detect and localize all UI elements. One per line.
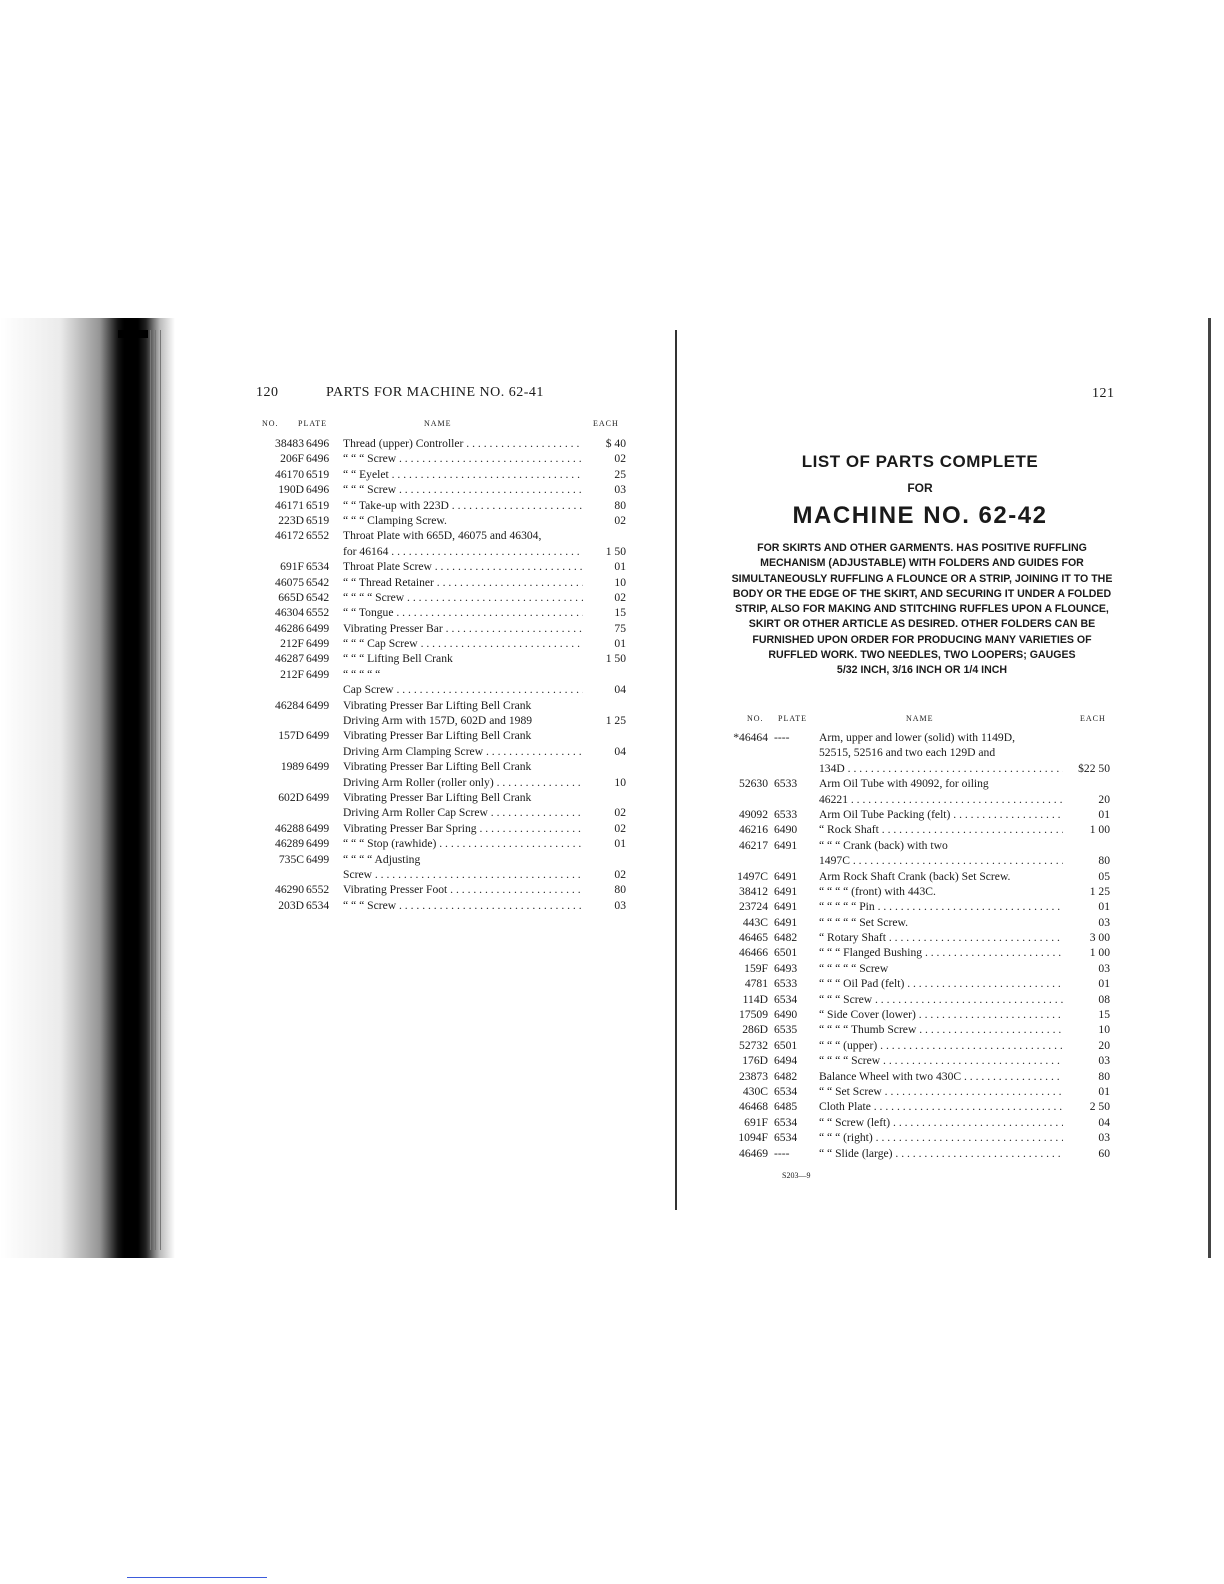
table-row (724, 1022, 1110, 1037)
table-row (724, 776, 1110, 791)
part-price: 15 (1098, 1008, 1110, 1022)
table-row (724, 930, 1110, 945)
plate-number: 6542 (306, 575, 330, 589)
part-number: 443C (742, 915, 768, 929)
parts-table-left (254, 436, 626, 913)
table-row (724, 1130, 1110, 1145)
part-name: Vibrating Presser Bar . . . (343, 621, 583, 636)
part-number: 430C (742, 1084, 768, 1098)
table-row (724, 792, 1110, 807)
table-row (254, 451, 626, 466)
parts-table-right (724, 730, 1110, 1161)
part-number: 52732 (739, 1038, 768, 1052)
table-row (254, 852, 626, 867)
table-row (724, 822, 1110, 837)
part-price: 10 (614, 575, 626, 589)
part-name: “ “ “ (right) . . . (819, 1130, 1063, 1145)
part-number: 38412 (739, 884, 768, 898)
part-price: 15 (614, 606, 626, 620)
part-name: Thread (upper) Controller . . . (343, 436, 583, 451)
part-name: “ “ “ “ Screw . . . (819, 1053, 1063, 1068)
part-name: Driving Arm with 157D, 602D and 1989 (343, 714, 533, 728)
table-row (724, 807, 1110, 822)
table-row (254, 698, 626, 713)
plate-number: 6519 (306, 498, 330, 512)
part-name: “ “ “ “ Thumb Screw . . . (819, 1022, 1063, 1037)
part-price: 80 (1098, 854, 1110, 868)
part-number: 1989 (280, 760, 304, 774)
table-row (254, 759, 626, 774)
part-name: Arm Oil Tube with 49092, for oiling (819, 777, 989, 791)
part-price: 80 (614, 883, 626, 897)
list-title-for: FOR (907, 481, 933, 495)
part-name: “ “ Set Screw . . . (819, 1084, 1063, 1099)
part-number: 46284 (275, 698, 304, 712)
page-edge-line (150, 330, 151, 1250)
page-edge-line (160, 330, 161, 1250)
part-number: 46466 (739, 946, 768, 960)
table-row (254, 528, 626, 543)
part-price: 1 00 (1089, 946, 1110, 960)
part-number: 52630 (739, 777, 768, 791)
table-row (724, 915, 1110, 930)
folio-code: S203—9 (782, 1171, 811, 1180)
table-row (254, 882, 626, 897)
center-gutter (675, 330, 677, 1210)
plate-number: 6519 (306, 513, 330, 527)
part-name: “ “ “ Screw . . . (343, 451, 583, 466)
page-edge-line (155, 330, 156, 1250)
part-price: 2 50 (1089, 1100, 1110, 1114)
part-number: 46304 (275, 606, 304, 620)
table-row (254, 790, 626, 805)
part-name: 46221 . . . (819, 792, 1063, 807)
part-price: 02 (614, 821, 626, 835)
table-row (724, 869, 1110, 884)
part-name: Arm Oil Tube Packing (felt) . . . (819, 807, 1063, 822)
table-row (724, 745, 1110, 760)
plate-number: 6552 (306, 606, 330, 620)
plate-number: 6499 (306, 760, 330, 774)
part-price: 03 (1098, 961, 1110, 975)
table-row (724, 838, 1110, 853)
plate-number: 6491 (774, 869, 798, 883)
plate-number: 6535 (774, 1023, 798, 1037)
plate-number: 6491 (774, 900, 798, 914)
part-price: 03 (614, 898, 626, 912)
table-row (254, 498, 626, 513)
plate-number: 6496 (306, 452, 330, 466)
part-price: 1 25 (1089, 884, 1110, 898)
table-row (724, 1038, 1110, 1053)
table-row (254, 636, 626, 651)
part-name: 134D . . . (819, 761, 1063, 776)
part-number: 206F (280, 452, 304, 466)
part-price: 01 (1098, 977, 1110, 991)
part-price: 01 (1098, 1084, 1110, 1098)
part-number: 176D (742, 1054, 768, 1068)
part-name: “ “ “ Clamping Screw. (343, 513, 447, 527)
plate-number: 6496 (306, 437, 330, 450)
part-name: “ “ Tongue . . . (343, 605, 583, 620)
page-number: 120 (256, 385, 279, 400)
part-price: 1 50 (605, 652, 626, 666)
plate-number: 6552 (306, 529, 330, 543)
part-price: 08 (1098, 992, 1110, 1006)
part-number: 46290 (275, 883, 304, 897)
plate-number: 6499 (306, 698, 330, 712)
part-number: 286D (742, 1023, 768, 1037)
part-name: “ “ “ Crank (back) with two (819, 838, 948, 852)
table-row (254, 728, 626, 743)
part-price: 20 (1098, 792, 1110, 806)
plate-number: 6501 (774, 1038, 798, 1052)
plate-number: 6491 (774, 838, 798, 852)
table-row (724, 945, 1110, 960)
part-number: 735C (278, 852, 304, 866)
part-name: “ “ Eyelet . . . (343, 467, 583, 482)
plate-number: 6534 (774, 1084, 798, 1098)
table-row (724, 1084, 1110, 1099)
book-binding-edge (118, 330, 148, 338)
plate-number: 6491 (774, 915, 798, 929)
table-row (254, 821, 626, 836)
part-name: “ “ “ Screw . . . (343, 898, 583, 913)
part-name: “ “ “ Screw . . . (343, 482, 583, 497)
part-number: 46469 (739, 1146, 768, 1160)
table-row (724, 761, 1110, 776)
part-name: 1497C . . . (819, 853, 1063, 868)
table-row (724, 730, 1110, 745)
col-header-each: EACH (593, 419, 619, 428)
part-price: 1 00 (1089, 823, 1110, 837)
part-price: 02 (614, 590, 626, 604)
part-number: 203D (278, 898, 304, 912)
part-number: 46289 (275, 837, 304, 851)
part-number: 4781 (744, 977, 768, 991)
part-number: 602D (278, 790, 304, 804)
part-name: “ “ “ (upper) . . . (819, 1038, 1063, 1053)
part-name: Arm, upper and lower (solid) with 1149D, (819, 731, 1015, 744)
part-price: 20 (1098, 1038, 1110, 1052)
part-price: 04 (1098, 1115, 1110, 1129)
plate-number: 6490 (774, 823, 798, 837)
part-price: 10 (1098, 1023, 1110, 1037)
part-number: 1497C (737, 869, 768, 883)
table-row (254, 836, 626, 851)
part-name: Balance Wheel with two 430C . . . (819, 1069, 1063, 1084)
part-number: 46216 (739, 823, 768, 837)
part-number: 223D (278, 513, 304, 527)
table-row (254, 590, 626, 605)
part-number: 46465 (739, 931, 768, 945)
plate-number: ---- (774, 731, 790, 744)
running-head: PARTS FOR MACHINE NO. 62-41 (326, 385, 544, 400)
part-price: 04 (614, 683, 626, 697)
part-price: 01 (614, 637, 626, 651)
table-row (724, 1115, 1110, 1130)
part-name: Throat Plate with 665D, 46075 and 46304, (343, 529, 542, 543)
plate-number: 6533 (774, 777, 798, 791)
plate-number: 6499 (306, 852, 330, 866)
part-number: 159F (744, 961, 768, 975)
part-number: 157D (278, 729, 304, 743)
part-number: 46286 (275, 621, 304, 635)
part-price: 02 (614, 452, 626, 466)
part-number: 17509 (739, 1008, 768, 1022)
part-name: Driving Arm Clamping Screw . . . (343, 744, 583, 759)
part-number: 23873 (739, 1069, 768, 1083)
plate-number: 6491 (774, 884, 798, 898)
part-name: “ “ “ “ “ Screw (819, 961, 889, 975)
part-number: 665D (278, 590, 304, 604)
part-price: 03 (1098, 1131, 1110, 1145)
part-price: 01 (1098, 807, 1110, 821)
part-price: 03 (1098, 915, 1110, 929)
plate-number: 6490 (774, 1008, 798, 1022)
plate-number: 6534 (306, 560, 330, 574)
part-number: 212F (280, 667, 304, 681)
table-row (254, 667, 626, 682)
part-price: 02 (614, 867, 626, 881)
part-number: 212F (280, 637, 304, 651)
part-price: 02 (614, 806, 626, 820)
part-price: 02 (614, 513, 626, 527)
plate-number: 6499 (306, 637, 330, 651)
part-price: $ 40 (605, 437, 626, 450)
plate-number: 6499 (306, 837, 330, 851)
table-row (254, 575, 626, 590)
table-row (724, 1053, 1110, 1068)
part-number: 49092 (739, 807, 768, 821)
plate-number: 6493 (774, 961, 798, 975)
gauges-text: 5/32 INCH, 3/16 INCH OR 1/4 INCH (836, 664, 1008, 677)
part-name: Vibrating Presser Bar Lifting Bell Crank (343, 760, 532, 774)
part-name: “ “ “ “ (front) with 443C. (819, 884, 936, 898)
part-price: 01 (614, 560, 626, 574)
col-header-no: NO. (262, 419, 279, 428)
part-name: “ “ “ Stop (rawhide) . . . (343, 836, 583, 851)
book-binding-shadow (0, 318, 175, 1258)
table-row (254, 651, 626, 666)
part-name: “ “ “ Cap Screw . . . (343, 636, 583, 651)
part-name: Vibrating Presser Bar Lifting Bell Crank (343, 698, 532, 712)
table-row (254, 513, 626, 528)
part-name: Throat Plate Screw . . . (343, 559, 583, 574)
part-name: Driving Arm Roller (roller only) . . . (343, 775, 583, 790)
part-number: 691F (744, 1115, 768, 1129)
col-header-no: NO. (747, 714, 764, 723)
part-number: 38483 (275, 437, 304, 450)
description-text: FOR SKIRTS AND OTHER GARMENTS. HAS POSITIVE RUFFLING MECHANISM (ADJUSTABLE) WITH FOLDERS AND GUIDES FOR SIMULTANEOUSLY RUFFLING A FLOUNCE OR A STRIP, JOINING IT TO THE BODY OR THE EDGE OF THE SKIRT, AND SECURING IT UNDER A FOLDED STRIP, ALSO FOR MAKING AND STITCHING RUFFLES UPON A FLOUNCE, SKIRT OR OTHER ARTICLE AS DESIRED. OTHER FOLDERS CAN BE FURNISHED UPON ORDER FOR PRODUCING MANY VARIETIES OF RUFFLED WORK. TWO NEEDLES, TWO LOOPERS; GAUGES (731, 542, 1113, 662)
part-name: Vibrating Presser Bar Lifting Bell Crank (343, 729, 532, 743)
plate-number: 6482 (774, 1069, 798, 1083)
table-row (254, 621, 626, 636)
part-price: 75 (614, 621, 626, 635)
part-price: 1 50 (605, 544, 626, 558)
part-number: 114D (742, 992, 768, 1006)
col-header-each: EACH (1080, 714, 1106, 723)
part-price: 03 (1098, 1054, 1110, 1068)
part-price: 10 (614, 775, 626, 789)
part-number: *46464 (733, 731, 768, 744)
table-row (724, 1007, 1110, 1022)
part-price: 01 (614, 837, 626, 851)
table-row (254, 482, 626, 497)
machine-title: MACHINE NO. 62-42 (792, 502, 1048, 529)
table-row (254, 467, 626, 482)
part-name: 52515, 52516 and two each 129D and (819, 746, 996, 760)
table-row (254, 559, 626, 574)
part-price: 3 00 (1089, 931, 1110, 945)
col-header-name: NAME (424, 419, 452, 428)
part-name: “ “ “ Lifting Bell Crank (343, 652, 453, 666)
part-number: 190D (278, 483, 304, 497)
part-name: “ “ Screw (left) . . . (819, 1115, 1063, 1130)
plate-number: 6501 (774, 946, 798, 960)
part-number: 46468 (739, 1100, 768, 1114)
plate-number: 6485 (774, 1100, 798, 1114)
part-name: “ “ “ “ “ Pin . . . (819, 899, 1063, 914)
scan-artifact-line (127, 1577, 267, 1578)
part-name: “ “ Take-up with 223D . . . (343, 498, 583, 513)
plate-number: 6533 (774, 807, 798, 821)
table-row (724, 1146, 1110, 1161)
plate-number: 6534 (306, 898, 330, 912)
part-name: Cap Screw . . . (343, 682, 583, 697)
table-row (254, 682, 626, 697)
plate-number: 6499 (306, 621, 330, 635)
part-name: “ Rotary Shaft . . . (819, 930, 1063, 945)
part-name: Vibrating Presser Foot . . . (343, 882, 583, 897)
plate-number: 6534 (774, 1115, 798, 1129)
part-number: 46170 (275, 467, 304, 481)
table-row (254, 544, 626, 559)
table-row (254, 775, 626, 790)
plate-number: 6533 (774, 977, 798, 991)
part-name: “ “ “ Oil Pad (felt) . . . (819, 976, 1063, 991)
table-row (724, 884, 1110, 899)
right-page-edge (1208, 318, 1211, 1258)
part-name: “ “ “ “ “ Set Screw. (819, 915, 909, 929)
plate-number: 6542 (306, 590, 330, 604)
table-row (724, 1099, 1110, 1114)
part-number: 23724 (739, 900, 768, 914)
part-name: for 46164 . . . (343, 544, 583, 559)
plate-number: 6499 (306, 821, 330, 835)
plate-number: 6496 (306, 483, 330, 497)
part-number: 46171 (275, 498, 304, 512)
table-row (724, 992, 1110, 1007)
part-number: 46287 (275, 652, 304, 666)
table-row (724, 899, 1110, 914)
part-name: Screw . . . (343, 867, 583, 882)
part-name: “ “ “ “ “ (343, 667, 381, 681)
part-number: 46288 (275, 821, 304, 835)
table-row (254, 605, 626, 620)
part-number: 46075 (275, 575, 304, 589)
machine-description (730, 541, 1114, 679)
table-row (254, 898, 626, 913)
table-row (724, 1069, 1110, 1084)
plate-number: 6519 (306, 467, 330, 481)
page-number: 121 (1092, 386, 1115, 401)
plate-number: 6499 (306, 652, 330, 666)
part-name: “ “ Slide (large) . . . (819, 1146, 1063, 1161)
table-row (254, 713, 626, 728)
part-name: “ “ “ Screw . . . (819, 992, 1063, 1007)
table-row (724, 976, 1110, 991)
part-name: “ Rock Shaft . . . (819, 822, 1063, 837)
plate-number: 6482 (774, 931, 798, 945)
col-header-plate: PLATE (298, 419, 327, 428)
part-name: “ “ “ Flanged Bushing . . . (819, 945, 1063, 960)
part-number: 46217 (739, 838, 768, 852)
part-price: 80 (614, 498, 626, 512)
part-name: Arm Rock Shaft Crank (back) Set Screw. (819, 869, 1011, 883)
part-name: “ Side Cover (lower) . . . (819, 1007, 1063, 1022)
part-number: 691F (280, 560, 304, 574)
part-price: 25 (614, 467, 626, 481)
table-row (724, 961, 1110, 976)
table-row (254, 436, 626, 451)
plate-number: 6494 (774, 1054, 798, 1068)
table-row (254, 805, 626, 820)
table-row (254, 744, 626, 759)
part-name: “ “ “ “ Adjusting (343, 852, 421, 866)
part-name: Vibrating Presser Bar Spring . . . (343, 821, 583, 836)
part-name: Driving Arm Roller Cap Screw . . . (343, 805, 583, 820)
part-name: Vibrating Presser Bar Lifting Bell Crank (343, 790, 532, 804)
part-name: “ “ “ “ Screw . . . (343, 590, 583, 605)
plate-number: 6499 (306, 729, 330, 743)
part-price: 04 (614, 744, 626, 758)
part-price: 80 (1098, 1069, 1110, 1083)
part-number: 1094F (738, 1131, 768, 1145)
table-row (724, 853, 1110, 868)
plate-number: 6499 (306, 667, 330, 681)
part-number: 46172 (275, 529, 304, 543)
plate-number: 6534 (774, 992, 798, 1006)
part-price: 05 (1098, 869, 1110, 883)
part-name: “ “ Thread Retainer . . . (343, 575, 583, 590)
table-row (254, 867, 626, 882)
part-price: 1 25 (605, 714, 626, 728)
part-price: 01 (1098, 900, 1110, 914)
plate-number: 6499 (306, 790, 330, 804)
col-header-name: NAME (906, 714, 934, 723)
part-price: 03 (614, 483, 626, 497)
plate-number: ---- (774, 1146, 790, 1160)
plate-number: 6552 (306, 883, 330, 897)
part-price: 60 (1098, 1146, 1110, 1160)
list-title: LIST OF PARTS COMPLETE (801, 452, 1039, 471)
part-name: Cloth Plate . . . (819, 1099, 1063, 1114)
col-header-plate: PLATE (778, 714, 807, 723)
plate-number: 6534 (774, 1131, 798, 1145)
part-price: $22 50 (1078, 761, 1110, 775)
